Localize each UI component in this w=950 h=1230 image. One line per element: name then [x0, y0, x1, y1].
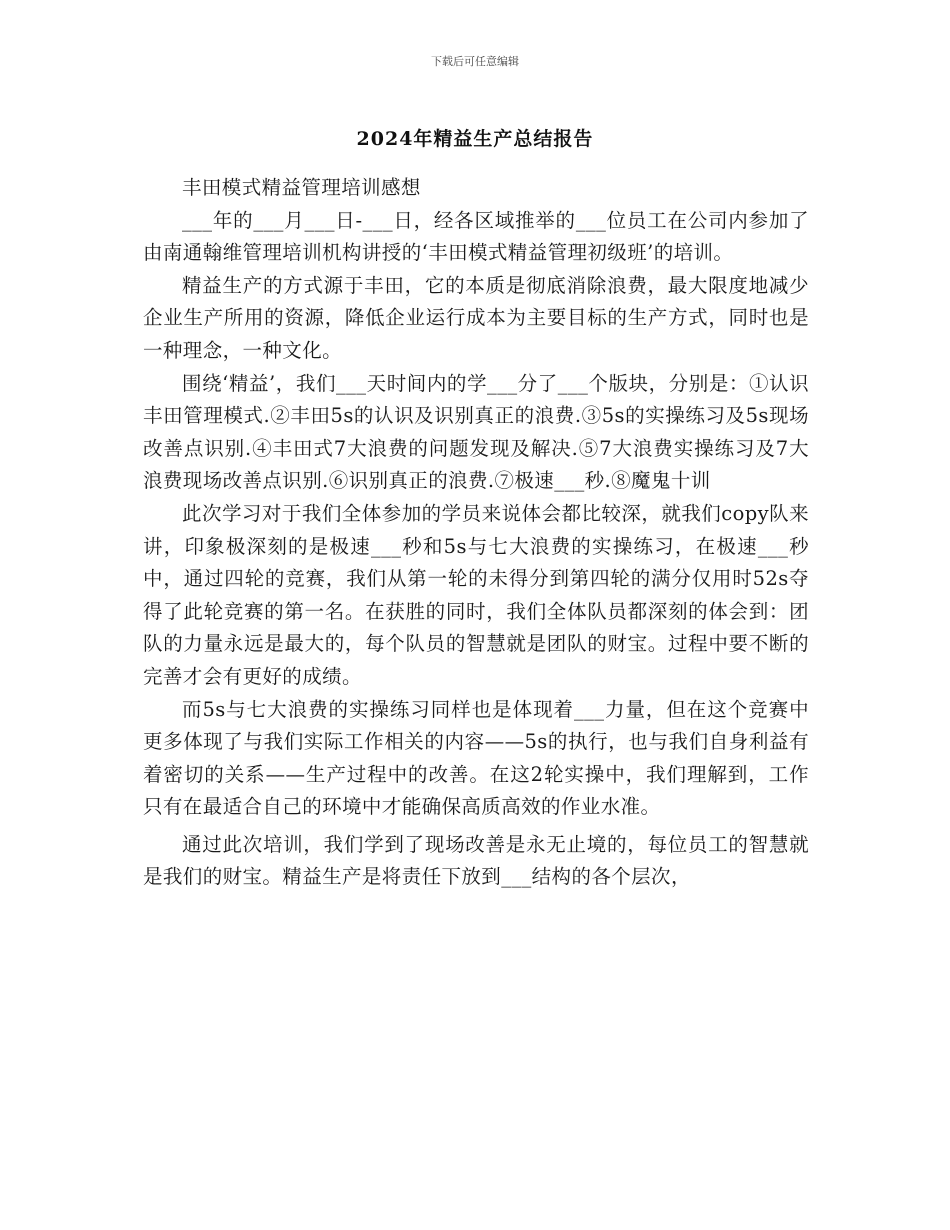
paragraph-training-intro: ___年的___月___日-___日，经各区域推举的___位员工在公司内参加了由南通翰维管理培训机构讲授的‘丰田模式精益管理初级班’的培训。: [143, 208, 809, 265]
header-note: 下载后可任意编辑: [431, 55, 519, 68]
paragraph-course-modules: 围绕‘精益’，我们___天时间内的学___分了___个版块，分别是：①认识丰田管理模式.②丰田5s的认识及识别真正的浪费.③5s的实操练习及5s现场改善点识别.④丰田式7大浪费的问题发现及解决.⑤7大浪费实操练习及7大浪费现场改善点识别.⑥识别真正的浪费.⑦极速___秒.⑧魔鬼十训: [143, 371, 809, 493]
paragraph-lean-definition: 精益生产的方式源于丰田，它的本质是彻底消除浪费，最大限度地减少企业生产所用的资源，降低企业运行成本为主要目标的生产方式，同时也是一种理念，一种文化。: [143, 273, 809, 362]
paragraph-5s-practice: 而5s与七大浪费的实操练习同样也是体现着___力量，但在这个竞赛中更多体现了与我们实际工作相关的内容——5s的执行，也与我们自身利益有着密切的关系——生产过程中的改善。在这2轮实操中，我们理解到，工作只有在最适合自己的环境中才能确保高质高效的作业水准。: [143, 697, 809, 819]
paragraph-conclusion: 通过此次培训，我们学到了现场改善是永无止境的，每位员工的智慧就是我们的财宝。精益生产是将责任下放到___结构的各个层次，: [143, 832, 809, 889]
paragraph-subtitle: 丰田模式精益管理培训感想: [182, 176, 421, 199]
document-body: [143, 172, 809, 894]
paragraph-team-experience: 此次学习对于我们全体参加的学员来说体会都比较深，就我们copy队来讲，印象极深刻的是极速___秒和5s与七大浪费的实操练习，在极速___秒中，通过四轮的竞赛，我们从第一轮的未得分到第四轮的满分仅用时52s夺得了此轮竞赛的第一名。在获胜的同时，我们全体队员都深刻的体会到：团队的力量永远是最大的，每个队员的智慧就是团队的财宝。过程中要不断的完善才会有更好的成绩。: [143, 501, 809, 688]
document-title: 2024年精益生产总结报告: [356, 128, 594, 150]
